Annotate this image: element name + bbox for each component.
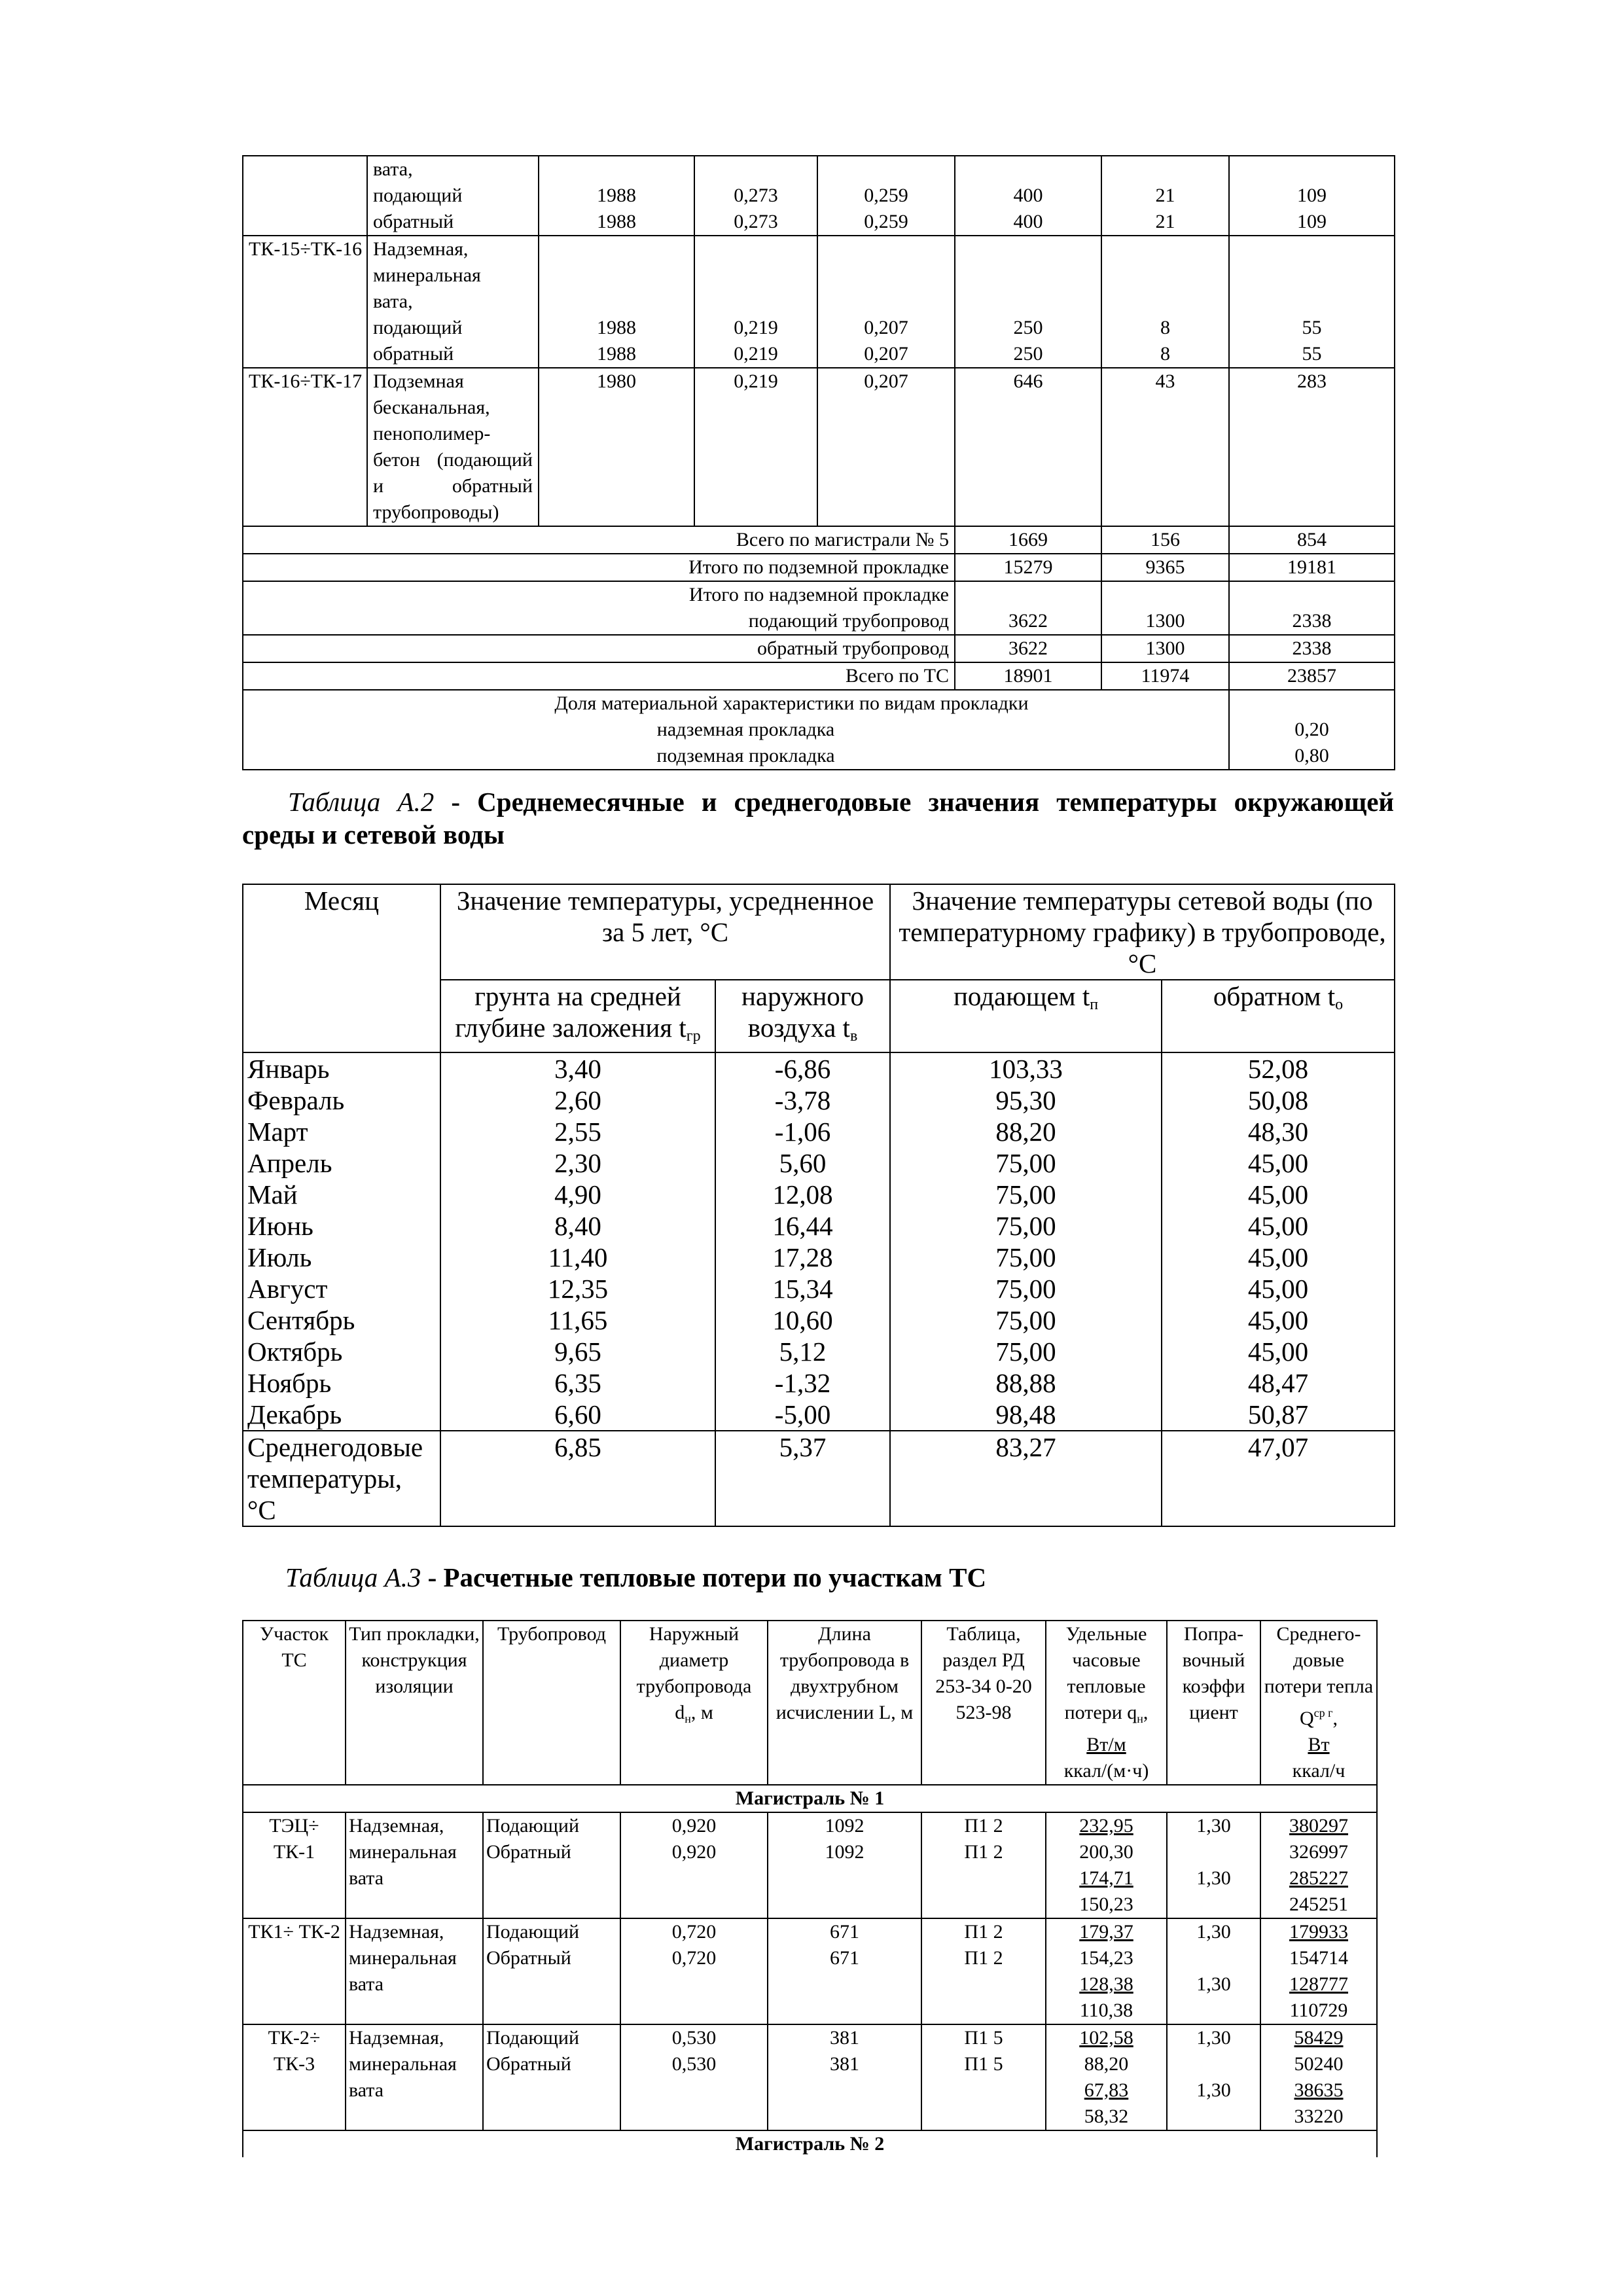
- temperature-value: 11,40: [548, 1242, 608, 1272]
- cell-value: П1 5: [964, 2027, 1003, 2049]
- cell-value: 67,83: [1084, 2079, 1129, 2101]
- table-row: ТК-16÷ТК-17 Подземная бесканальная, пенополимер-бетон (подающий и обратный трубопроводы) 1980 0,219 0,207 646 43 283: [243, 368, 1395, 526]
- cell-value: Обратный: [486, 1947, 571, 1969]
- temperature-value: 88,88: [995, 1368, 1056, 1398]
- temperature-value: 15,34: [772, 1274, 833, 1304]
- cell-value: 245251: [1289, 1893, 1348, 1915]
- header-type: Тип прокладки, конструкция изоляции: [346, 1621, 483, 1785]
- cell-value: 0,920: [671, 1815, 717, 1837]
- month-label: Сентябрь: [247, 1305, 355, 1335]
- month-label: Июнь: [247, 1211, 313, 1241]
- cell-value: 154,23: [1079, 1947, 1133, 1969]
- header-coef: Попра-вочный коэффи циент: [1167, 1621, 1260, 1785]
- cell-value: 671: [830, 1921, 859, 1943]
- table-row: [243, 2024, 1377, 2130]
- total-row: Всего по ТС 18901 11974 23857: [243, 662, 1395, 690]
- total-row: обратный трубопровод 3622 1300 2338: [243, 635, 1395, 662]
- cell-value: П1 5: [964, 2053, 1003, 2075]
- temperature-value: 4,90: [554, 1179, 601, 1210]
- air-column: [715, 1052, 890, 1431]
- cell-value: 33220: [1294, 2106, 1344, 2127]
- section-cell: ТК1÷ ТК-2: [243, 1918, 346, 2024]
- temperature-value: 50,87: [1247, 1399, 1309, 1429]
- cell-value: 380297: [1289, 1815, 1348, 1837]
- cell-value: 58,32: [1084, 2106, 1129, 2127]
- temperature-value: 75,00: [995, 1211, 1056, 1241]
- temperature-value: 75,00: [995, 1148, 1056, 1178]
- month-label: Май: [247, 1179, 298, 1210]
- header-rd: Таблица, раздел РД 253-34 0-20 523-98: [921, 1621, 1046, 1785]
- cell-value: 1,30: [1196, 1867, 1231, 1889]
- section-cell: ТК-15÷ТК-16: [243, 236, 367, 368]
- cell-value: 671: [830, 1947, 859, 1969]
- cell-value: 1,30: [1196, 1815, 1231, 1837]
- temperature-value: 75,00: [995, 1336, 1056, 1367]
- mainline-2-heading: Магистраль № 2: [243, 2130, 1377, 2157]
- cell-value: 0,530: [671, 2053, 717, 2075]
- total-row: Всего по магистрали № 5 1669 156 854: [243, 526, 1395, 554]
- total-row: Итого по подземной прокладке 15279 9365 19181: [243, 554, 1395, 581]
- month-column: [243, 1052, 440, 1431]
- temperature-value: 10,60: [772, 1305, 833, 1335]
- temperature-value: -6,86: [774, 1054, 831, 1084]
- temperature-value: 45,00: [1247, 1179, 1309, 1210]
- cell-value: Подающий: [486, 2027, 580, 2049]
- section-cell: ТЭЦ÷ ТК-1: [243, 1812, 346, 1918]
- temperature-value: 2,30: [554, 1148, 601, 1178]
- temperature-value: 48,47: [1247, 1368, 1309, 1398]
- temperature-value: 45,00: [1247, 1148, 1309, 1178]
- table-row: [243, 1812, 1377, 1918]
- month-label: Февраль: [247, 1085, 345, 1115]
- temperature-value: 6,35: [554, 1368, 601, 1398]
- temperature-value: 75,00: [995, 1274, 1056, 1304]
- cell-value: 102,58: [1079, 2027, 1133, 2049]
- cell-value: 285227: [1289, 1867, 1348, 1889]
- cell-value: 88,20: [1084, 2053, 1129, 2075]
- temperature-value: 52,08: [1247, 1054, 1309, 1084]
- cell-value: 1,30: [1196, 2027, 1231, 2049]
- share-row: Доля материальной характеристики по видам прокладки надземная прокладка подземная прокладка 0,20 0,80: [243, 690, 1395, 770]
- temperature-value: 5,60: [779, 1148, 827, 1178]
- annual-label: Среднегодовые температуры, °С: [243, 1431, 440, 1526]
- cell-value: 1092: [825, 1815, 865, 1837]
- cell-value: 154714: [1289, 1947, 1348, 1969]
- cell-value: 1,30: [1196, 2079, 1231, 2101]
- cell-value: Подающий: [486, 1815, 580, 1837]
- pipeline-characteristics-table: [242, 155, 1395, 770]
- temperature-value: 8,40: [554, 1211, 601, 1241]
- cell-value: 200,30: [1079, 1841, 1133, 1863]
- temperature-value: 75,00: [995, 1179, 1056, 1210]
- temperature-value: 45,00: [1247, 1211, 1309, 1241]
- cell-type: вата,: [373, 158, 413, 180]
- section-heading-row: [243, 2130, 1377, 2157]
- table-caption: Таблица А.2 - Среднемесячные и среднегодовые значения температуры окружающей среды и сетевой воды: [242, 787, 1395, 850]
- cell-value: П1 2: [964, 1841, 1003, 1863]
- temperature-value: 48,30: [1247, 1117, 1309, 1147]
- header-spec: Удельные часовые тепловые потери $q_н$, Вт/м ккал/(м·ч): [1046, 1621, 1167, 1785]
- cell-value: 174,71: [1079, 1867, 1133, 1889]
- cell-value: 179,37: [1079, 1921, 1133, 1943]
- cell-value: Обратный: [486, 1841, 571, 1863]
- temperature-value: 45,00: [1247, 1242, 1309, 1272]
- header-month: Месяц: [243, 884, 440, 1052]
- month-label: Март: [247, 1117, 308, 1147]
- month-label: Апрель: [247, 1148, 332, 1178]
- cell-value: 0,720: [671, 1947, 717, 1969]
- cell-value: П1 2: [964, 1947, 1003, 1969]
- temperature-table: [242, 884, 1395, 1527]
- table-row: вата, подающий обратный 1988 1988 0,273 0,273 0,259 0,259 400 400 21 21 109 109: [243, 156, 1395, 236]
- header-diam: Наружный диаметр трубопровода $d_н$, м: [620, 1621, 768, 1785]
- type-cell: Надземная, минеральная вата: [346, 1918, 483, 2024]
- cell-value: [1170, 2051, 1257, 2077]
- temperature-value: -5,00: [774, 1399, 831, 1429]
- temperature-value: -1,06: [774, 1117, 831, 1147]
- header-avg: Среднего-довые потери тепла $Q^{ср г}$, Вт ккал/ч: [1260, 1621, 1377, 1785]
- temperature-value: 95,30: [995, 1085, 1056, 1115]
- table-row: ТК-15÷ТК-16 Надземная, минеральная вата, подающий обратный 1988 1988 0,219 0,219 0,207 0,207 250 250 8 8 55 55: [243, 236, 1395, 368]
- temperature-value: -3,78: [774, 1085, 831, 1115]
- cell-value: П1 2: [964, 1921, 1003, 1943]
- temperature-value: 50,08: [1247, 1085, 1309, 1115]
- temperature-value: -1,32: [774, 1368, 831, 1398]
- cell-type: подающий: [373, 185, 463, 206]
- temperature-value: 45,00: [1247, 1336, 1309, 1367]
- cell-value: 0,530: [671, 2027, 717, 2049]
- mainline-1-heading: Магистраль № 1: [243, 1785, 1377, 1812]
- cell-value: [1170, 1839, 1257, 1865]
- cell-value: 326997: [1289, 1841, 1348, 1863]
- month-label: Январь: [247, 1054, 330, 1084]
- temperature-value: 12,35: [547, 1274, 609, 1304]
- temperature-value: 75,00: [995, 1305, 1056, 1335]
- header-supply: подающем $t_п$: [890, 980, 1162, 1052]
- header-section: Участок ТС: [243, 1621, 346, 1785]
- cell-value: Подающий: [486, 1921, 580, 1943]
- cell-value: 381: [830, 2027, 859, 2049]
- temperature-value: 103,33: [989, 1054, 1063, 1084]
- cell-value: 110,38: [1079, 2000, 1133, 2021]
- header-pipe: Трубопровод: [483, 1621, 620, 1785]
- temperature-value: 45,00: [1247, 1305, 1309, 1335]
- table-header-row: [243, 884, 1395, 980]
- temperature-value: 45,00: [1247, 1274, 1309, 1304]
- header-net: Значение температуры сетевой воды (по температурному графику) в трубопроводе, °С: [890, 884, 1395, 980]
- cell-value: 38635: [1294, 2079, 1344, 2101]
- month-label: Август: [247, 1274, 328, 1304]
- cell-value: 232,95: [1079, 1815, 1133, 1837]
- temperature-value: 3,40: [554, 1054, 601, 1084]
- month-label: Декабрь: [247, 1399, 342, 1429]
- cell-value: 150,23: [1079, 1893, 1133, 1915]
- cell-value: 1092: [825, 1841, 865, 1863]
- cell-value: 128777: [1289, 1973, 1348, 1995]
- cell-value: 1,30: [1196, 1921, 1231, 1943]
- supply-column: [890, 1052, 1162, 1431]
- section-heading-row: [243, 1785, 1377, 1812]
- header-air: наружного воздуха $t_в$: [715, 980, 890, 1052]
- cell-value: 58429: [1294, 2027, 1344, 2049]
- cell-value: 128,38: [1079, 1973, 1133, 1995]
- table-row: [243, 1052, 1395, 1431]
- cell-value: 0,920: [671, 1841, 717, 1863]
- type-cell: Надземная, минеральная вата: [346, 1812, 483, 1918]
- header-ground: грунта на средней глубине заложения $t_{гр}$: [440, 980, 715, 1052]
- month-label: Ноябрь: [247, 1368, 332, 1398]
- temperature-value: 11,65: [548, 1305, 608, 1335]
- header-return: обратном $t_о$: [1162, 980, 1395, 1052]
- section-cell: ТК-16÷ТК-17: [243, 368, 367, 526]
- return-column: [1162, 1052, 1395, 1431]
- annual-row: Среднегодовые температуры, °С 6,85 5,37 83,27 47,07: [243, 1431, 1395, 1526]
- cell-type: обратный: [373, 211, 454, 232]
- cell-value: П1 2: [964, 1815, 1003, 1837]
- temperature-value: 88,20: [995, 1117, 1056, 1147]
- heat-loss-table: [242, 1620, 1378, 2157]
- section-cell: ТК-2÷ ТК-3: [243, 2024, 346, 2130]
- temperature-value: 5,12: [779, 1336, 827, 1367]
- temperature-value: 6,60: [554, 1399, 601, 1429]
- cell-value: 50240: [1294, 2053, 1344, 2075]
- ground-column: [440, 1052, 715, 1431]
- cell-value: 110729: [1289, 2000, 1348, 2021]
- cell-value: 0,720: [671, 1921, 717, 1943]
- temperature-value: 9,65: [554, 1336, 601, 1367]
- total-row: Итого по надземной прокладке подающий трубопровод 3622 1300 2338: [243, 581, 1395, 635]
- cell-value: Обратный: [486, 2053, 571, 2075]
- month-label: Октябрь: [247, 1336, 343, 1367]
- temperature-value: 2,55: [554, 1117, 601, 1147]
- type-cell: Надземная, минеральная вата: [346, 2024, 483, 2130]
- table-header-row: [243, 1621, 1377, 1785]
- temperature-value: 2,60: [554, 1085, 601, 1115]
- cell-value: 381: [830, 2053, 859, 2075]
- temperature-value: 16,44: [772, 1211, 833, 1241]
- cell-value: 1,30: [1196, 1973, 1231, 1995]
- temperature-value: 17,28: [772, 1242, 833, 1272]
- temperature-value: 12,08: [772, 1179, 833, 1210]
- table-caption: Таблица А.3 - Расчетные тепловые потери по участкам ТС: [285, 1562, 987, 1592]
- cell-value: [1170, 1945, 1257, 1971]
- table-row: [243, 1918, 1377, 2024]
- header-avg5: Значение температуры, усредненное за 5 лет, °С: [440, 884, 890, 980]
- month-label: Июль: [247, 1242, 312, 1272]
- header-len: Длина трубопровода в двухтрубном исчислении L, м: [768, 1621, 921, 1785]
- temperature-value: 98,48: [995, 1399, 1056, 1429]
- temperature-value: 75,00: [995, 1242, 1056, 1272]
- cell-value: 179933: [1289, 1921, 1348, 1943]
